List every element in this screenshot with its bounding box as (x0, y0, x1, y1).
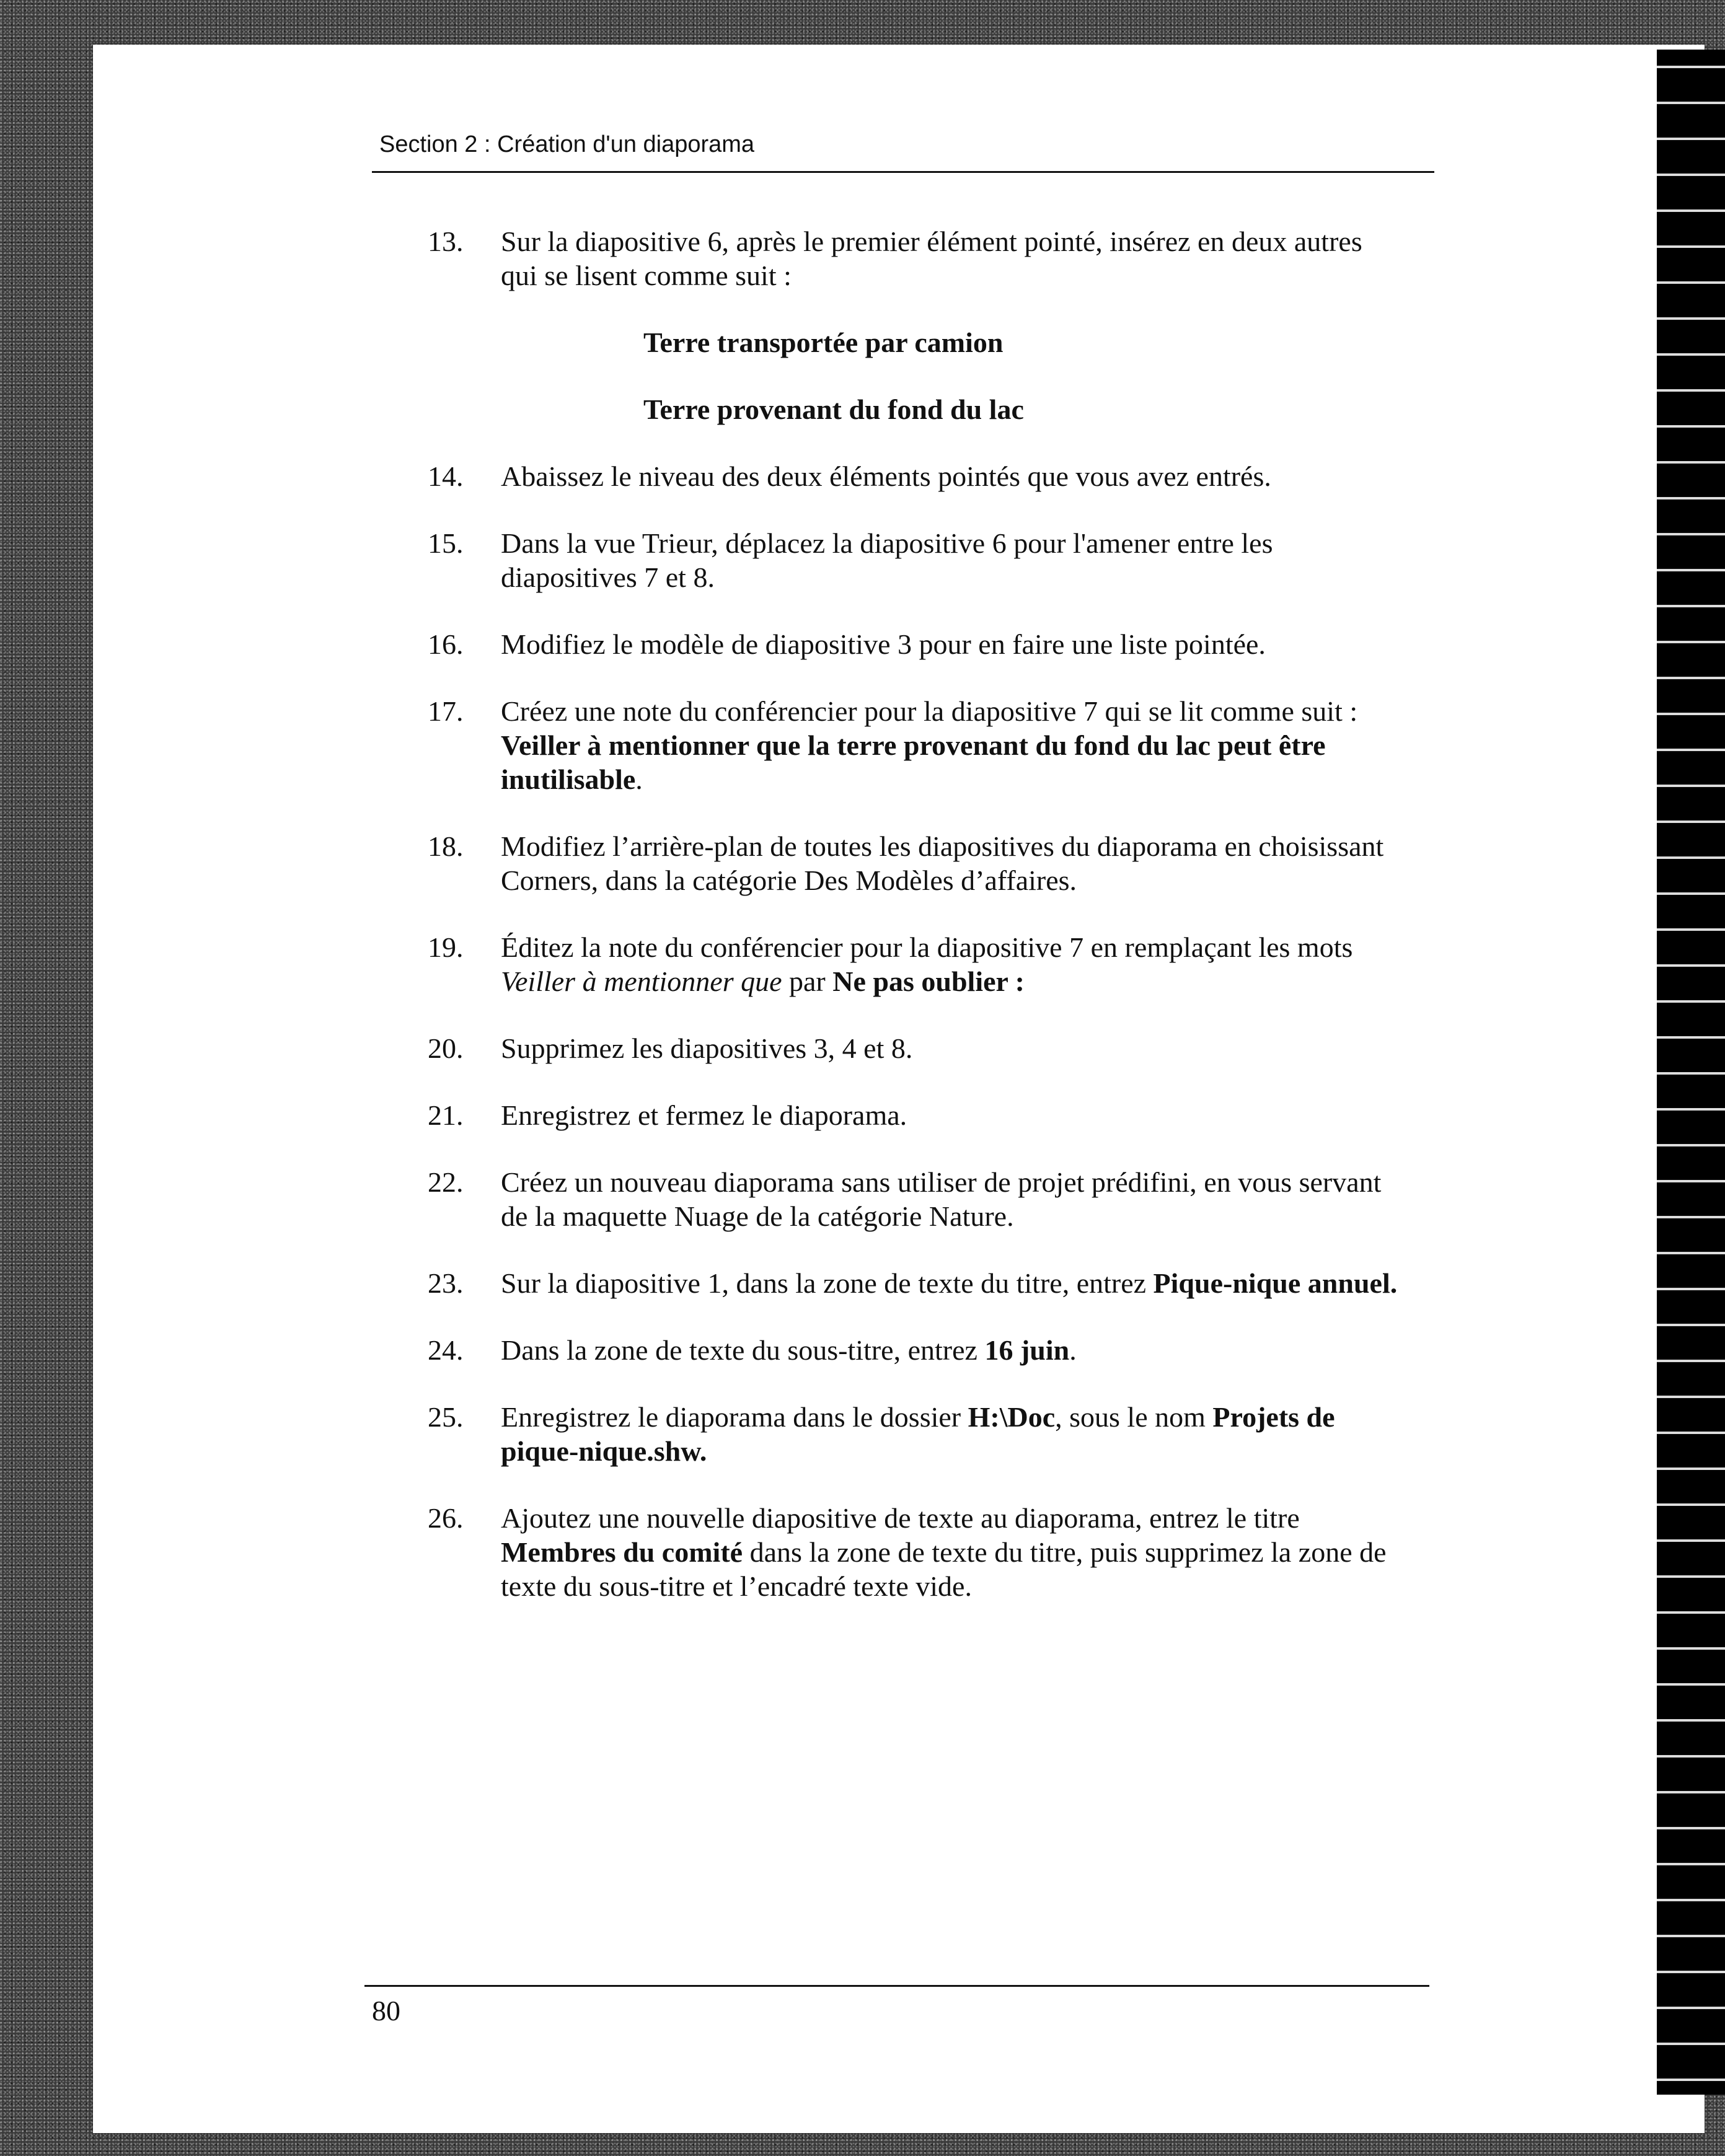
exercise-list (428, 224, 1401, 1636)
list-item-19 (428, 930, 1401, 998)
footer-rule (364, 1985, 1429, 1987)
item-text: Modifiez l’arrière-plan de toutes les diapositives du diaporama en choisissant Corners, dans la catégorie Des Modèles d’affaires. (501, 830, 1384, 896)
item-text: Sur la diapositive 1, dans la zone de texte du titre, entrez (501, 1267, 1154, 1299)
list-item-17 (428, 694, 1401, 796)
item-text: . (1069, 1334, 1077, 1366)
bold-subitem: Terre transportée par camion (643, 327, 1004, 358)
item-number: 15. (428, 527, 464, 559)
item-number: 26. (428, 1502, 464, 1534)
list-item-22 (428, 1165, 1401, 1233)
page-number: 80 (372, 1995, 400, 2026)
item-text: Abaissez le niveau des deux éléments pointés que vous avez entrés. (501, 460, 1271, 492)
item-number: 24. (428, 1334, 464, 1366)
list-item-14 (428, 459, 1401, 493)
spiral-binding (1657, 50, 1725, 2095)
bold-text: H:\Doc (968, 1401, 1056, 1433)
item-number: 20. (428, 1032, 464, 1064)
item-text: , sous le nom (1055, 1401, 1213, 1433)
item-number: 13. (428, 226, 464, 257)
italic-text: Veiller à mentionner que (501, 966, 782, 997)
item-text: par (782, 966, 833, 997)
item-text: Dans la zone de texte du sous-titre, entrez (501, 1334, 985, 1366)
item-text: Dans la vue Trieur, déplacez la diapositive 6 pour l'amener entre les diapositives 7 et 8. (501, 527, 1273, 593)
list-item-21 (428, 1098, 1401, 1132)
item-text: Sur la diapositive 6, après le premier élément pointé, insérez en deux autres qui se lisent comme suit : (501, 226, 1362, 291)
bold-text: Ne pas oublier : (832, 966, 1025, 997)
item-number: 25. (428, 1401, 464, 1433)
item-number: 23. (428, 1267, 464, 1299)
list-item-25 (428, 1400, 1401, 1468)
item-number: 16. (428, 628, 464, 660)
item-text: Créez une note du conférencier pour la diapositive 7 qui se lit comme suit : (501, 695, 1358, 727)
item-text: . (635, 763, 643, 795)
list-item-13 (428, 224, 1401, 426)
item-text: Ajoutez une nouvelle diapositive de texte au diaporama, entrez le titre (501, 1502, 1300, 1534)
bold-text: 16 juin (984, 1334, 1070, 1366)
item-number: 18. (428, 830, 464, 862)
list-item-26 (428, 1501, 1401, 1603)
list-item-20 (428, 1031, 1401, 1065)
list-item-18 (428, 829, 1401, 897)
item-text: Créez un nouveau diaporama sans utiliser de projet prédifini, en vous servant de la maquette Nuage de la catégorie Nature. (501, 1166, 1382, 1232)
bold-subitem: Terre provenant du fond du lac (643, 394, 1024, 425)
bold-text: Pique-nique annuel. (1153, 1267, 1398, 1299)
item-text: dans la zone de texte du titre, puis supprimez la zone de texte du sous-titre et l’encadré texte vide. (501, 1536, 1387, 1602)
list-item-24 (428, 1333, 1401, 1367)
item-number: 14. (428, 460, 464, 492)
bold-text: Projets de pique-nique.shw. (501, 1401, 1335, 1467)
item-text: Enregistrez le diaporama dans le dossier (501, 1401, 968, 1433)
item-number: 17. (428, 695, 464, 727)
bold-text: Veiller à mentionner que la terre provenant du fond du lac peut être inutilisable (501, 729, 1326, 795)
list-item-16 (428, 627, 1401, 661)
bold-text: Membres du comité (501, 1536, 743, 1568)
item-text: Enregistrez et fermez le diaporama. (501, 1099, 907, 1131)
header-rule (372, 171, 1434, 173)
list-item-15 (428, 526, 1401, 594)
item-number: 22. (428, 1166, 464, 1198)
list-item-23 (428, 1266, 1401, 1300)
item-text: Supprimez les diapositives 3, 4 et 8. (501, 1032, 913, 1064)
item-text: Éditez la note du conférencier pour la diapositive 7 en remplaçant les mots (501, 931, 1353, 963)
item-number: 19. (428, 931, 464, 963)
section-header: Section 2 : Création d'un diaporama (379, 131, 755, 157)
item-text: Modifiez le modèle de diapositive 3 pour en faire une liste pointée. (501, 628, 1266, 660)
item-number: 21. (428, 1099, 464, 1131)
